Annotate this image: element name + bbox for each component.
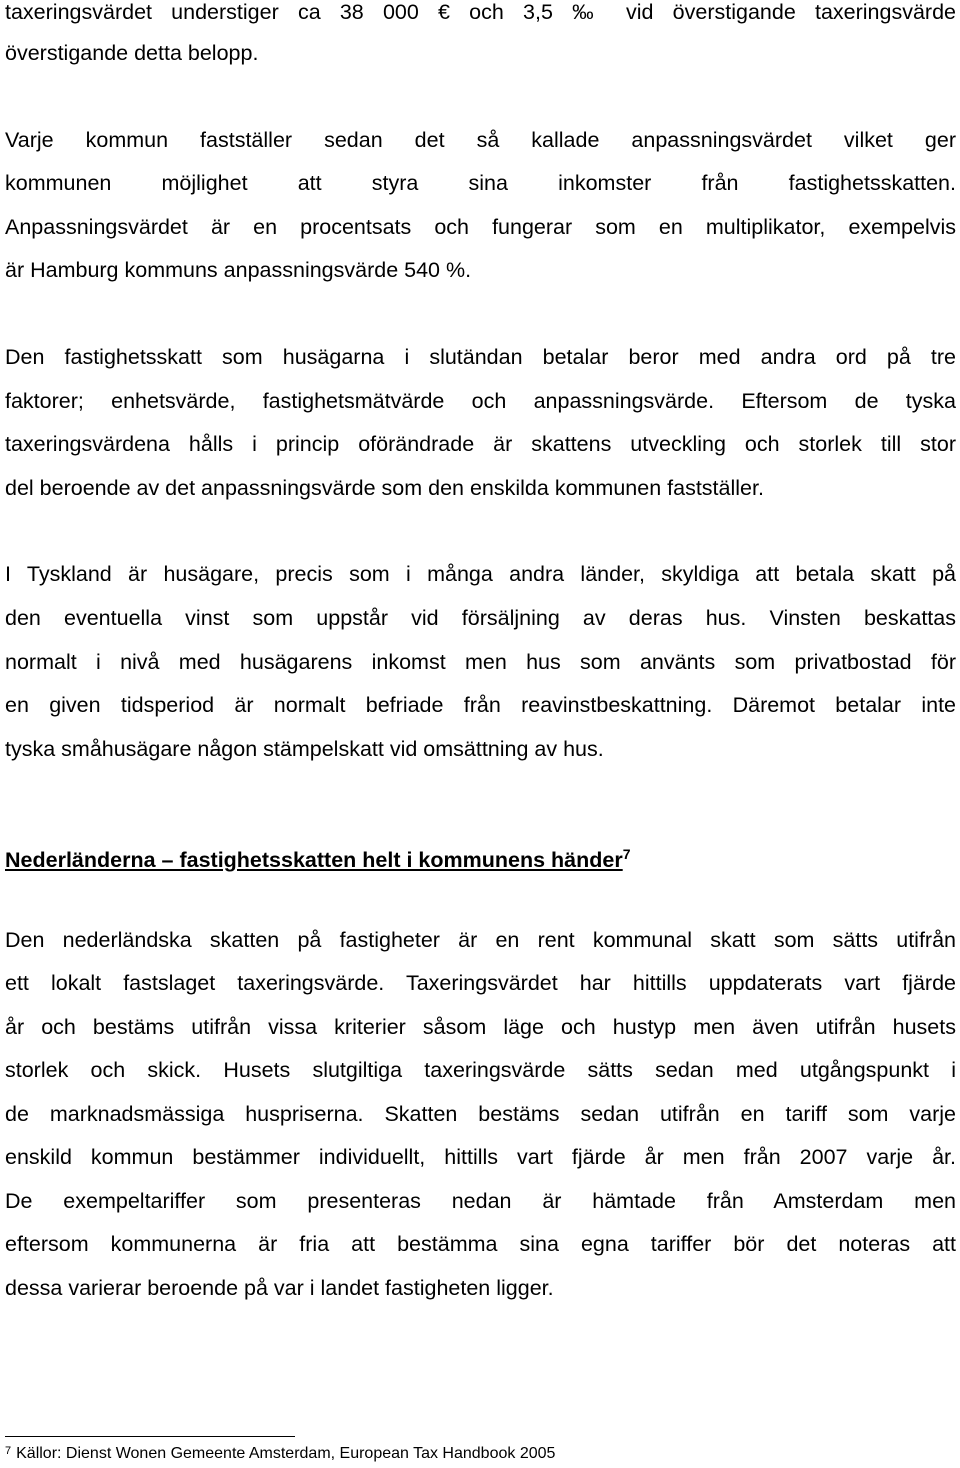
section-heading-text: Nederländerna – fastighetsskatten helt i kommunens händer bbox=[5, 848, 623, 872]
paragraph-line: tyska småhusägare någon stämpelskatt vid omsättning av hus. bbox=[5, 737, 604, 761]
paragraph-line: normalt i nivå med husägarens inkomst men hus som använts som privatbostad för bbox=[5, 650, 956, 674]
paragraph-line: Varje kommun fastställer sedan det så kallade anpassningsvärdet vilket ger bbox=[5, 128, 956, 152]
paragraph-line: storlek och skick. Husets slutgiltiga taxeringsvärde sätts sedan med utgångspunkt i bbox=[5, 1058, 956, 1082]
paragraph-line: enskild kommun bestämmer individuellt, hittills vart fjärde år men från 2007 varje år. bbox=[5, 1145, 956, 1169]
paragraph-line: De exempeltariffer som presenteras nedan är hämtade från Amsterdam men bbox=[5, 1189, 956, 1213]
paragraph-line: Den nederländska skatten på fastigheter är en rent kommunal skatt som sätts utifrån bbox=[5, 928, 956, 952]
paragraph-line: taxeringsvärdet understiger ca 38 000 € och 3,5 ‰ vid överstigande taxeringsvärde bbox=[5, 0, 956, 24]
paragraph-line: Den fastighetsskatt som husägarna i slutändan betalar beror med andra ord på tre bbox=[5, 345, 956, 369]
paragraph-line: överstigande detta belopp. bbox=[5, 41, 259, 65]
footnote-number: 7 bbox=[5, 1445, 12, 1457]
paragraph-line: faktorer; enhetsvärde, fastighetsmätvärde och anpassningsvärde. Eftersom de tyska bbox=[5, 389, 956, 413]
footnote-text: Källor: Dienst Wonen Gemeente Amsterdam, European Tax Handbook 2005 bbox=[16, 1445, 556, 1462]
section-heading bbox=[5, 845, 631, 875]
paragraph-line: kommunen möjlighet att styra sina inkomster från fastighetsskatten. bbox=[5, 171, 956, 195]
paragraph-line: ett lokalt fastslaget taxeringsvärde. Taxeringsvärdet har hittills uppdaterats vart fjärde bbox=[5, 971, 956, 995]
footnote-reference: 7 bbox=[622, 846, 631, 862]
paragraph-line: taxeringsvärdena hålls i princip oförändrade är skattens utveckling och storlek till stor bbox=[5, 432, 956, 456]
paragraph-line: år och bestäms utifrån vissa kriterier såsom läge och hustyp men även utifrån husets bbox=[5, 1015, 956, 1039]
paragraph-line: del beroende av det anpassningsvärde som den enskilda kommunen fastställer. bbox=[5, 476, 764, 500]
paragraph-line: Anpassningsvärdet är en procentsats och fungerar som en multiplikator, exempelvis bbox=[5, 215, 956, 239]
footnote-separator bbox=[5, 1436, 295, 1437]
paragraph-line: en given tidsperiod är normalt befriade från reavinstbeskattning. Däremot betalar inte bbox=[5, 693, 956, 717]
footnote bbox=[5, 1444, 555, 1464]
paragraph-line: de marknadsmässiga huspriserna. Skatten bestäms sedan utifrån en tariff som varje bbox=[5, 1102, 956, 1126]
paragraph-line: dessa varierar beroende på var i landet fastigheten ligger. bbox=[5, 1276, 554, 1300]
paragraph-line: eftersom kommunerna är fria att bestämma sina egna tariffer bör det noteras att bbox=[5, 1232, 956, 1256]
paragraph-line: I Tyskland är husägare, precis som i många andra länder, skyldiga att betala skatt på bbox=[5, 562, 956, 586]
paragraph-line: är Hamburg kommuns anpassningsvärde 540 %. bbox=[5, 258, 472, 282]
paragraph-line: den eventuella vinst som uppstår vid försäljning av deras hus. Vinsten beskattas bbox=[5, 606, 956, 630]
